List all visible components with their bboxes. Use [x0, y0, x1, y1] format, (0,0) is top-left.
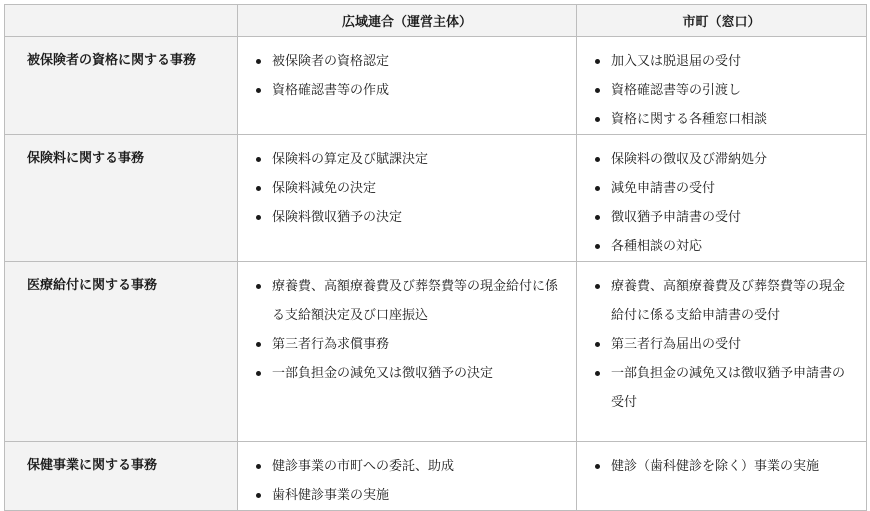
list-item: 資格確認書等の作成	[254, 76, 560, 105]
list-item: 健診事業の市町への委託、助成	[254, 452, 560, 481]
header-row	[5, 5, 867, 37]
table-row	[5, 262, 867, 442]
responsibility-table	[4, 4, 867, 511]
list-item: 保険料の徴収及び滞納処分	[593, 145, 850, 174]
list-item: 歯科健診事業の実施	[254, 481, 560, 510]
list-item: 徴収猶予申請書の受付	[593, 203, 850, 232]
list-item: 一部負担金の減免又は徴収猶予申請書の受付	[593, 359, 850, 417]
list-item: 被保険者の資格認定	[254, 47, 560, 76]
shicho-cell	[577, 262, 867, 442]
list-item: 加入又は脱退届の受付	[593, 47, 850, 76]
table-row	[5, 442, 867, 511]
shicho-cell	[577, 135, 867, 262]
shicho-cell	[577, 442, 867, 511]
list-item: 療養費、高額療養費及び葬祭費等の現金給付に係る支給額決定及び口座振込	[254, 272, 560, 330]
koiki-cell	[238, 135, 577, 262]
shicho-cell	[577, 37, 867, 135]
list-item: 減免申請書の受付	[593, 174, 850, 203]
koiki-cell	[238, 262, 577, 442]
list-item: 療養費、高額療養費及び葬祭費等の現金給付に係る支給申請書の受付	[593, 272, 850, 330]
list-item: 保険料の算定及び賦課決定	[254, 145, 560, 174]
list-item: 一部負担金の減免又は徴収猶予の決定	[254, 359, 560, 388]
header-koiki: 広域連合（運営主体）	[238, 5, 577, 37]
list-item: 資格確認書等の引渡し	[593, 76, 850, 105]
list-item: 保険料減免の決定	[254, 174, 560, 203]
list-item: 保険料徴収猶予の決定	[254, 203, 560, 232]
list-item: 健診（歯科健診を除く）事業の実施	[593, 452, 850, 481]
row-label: 被保険者の資格に関する事務	[5, 37, 238, 135]
koiki-cell	[238, 37, 577, 135]
table-row	[5, 135, 867, 262]
koiki-cell	[238, 442, 577, 511]
list-item: 各種相談の対応	[593, 232, 850, 261]
list-item: 第三者行為届出の受付	[593, 330, 850, 359]
row-label: 保険料に関する事務	[5, 135, 238, 262]
header-blank-cell	[5, 5, 238, 37]
list-item: 資格に関する各種窓口相談	[593, 105, 850, 134]
row-label: 医療給付に関する事務	[5, 262, 238, 442]
list-item: 第三者行為求償事務	[254, 330, 560, 359]
row-label: 保健事業に関する事務	[5, 442, 238, 511]
table-row	[5, 37, 867, 135]
header-shicho: 市町（窓口）	[577, 5, 867, 37]
